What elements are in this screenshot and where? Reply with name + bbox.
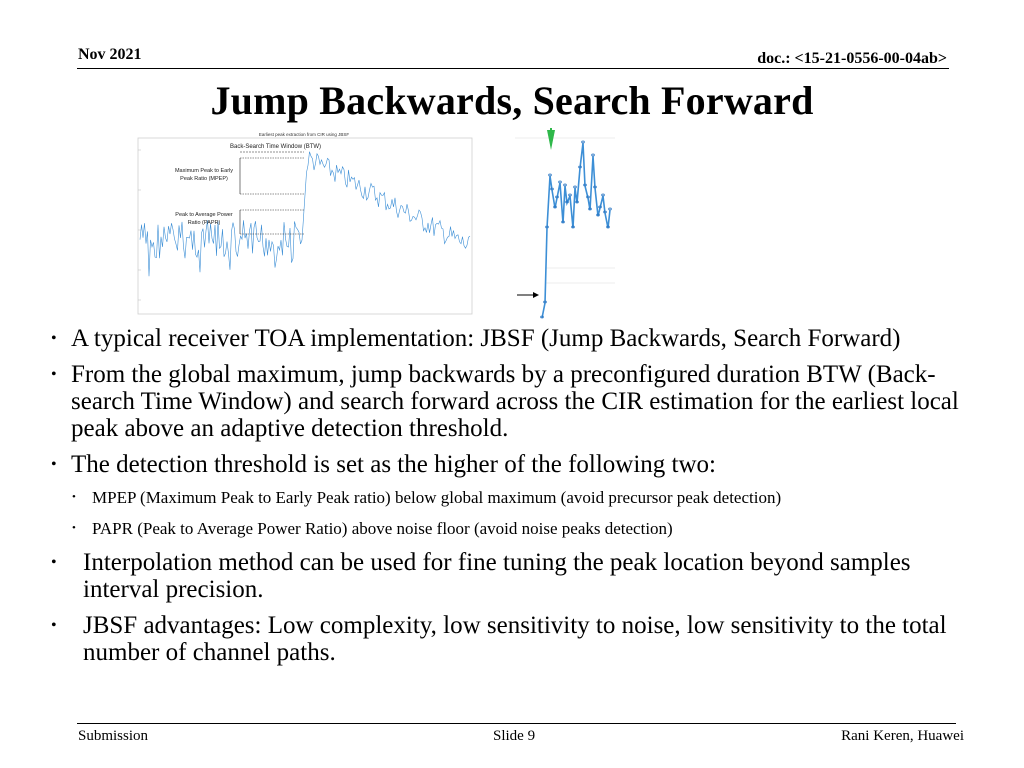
btw-label: Back-Search Time Window (BTW) [230, 144, 322, 150]
bullet-dot: • [51, 554, 57, 571]
sample-marker: * [547, 172, 553, 183]
header-date: Nov 2021 [78, 46, 142, 63]
cir-jbsf-figure [132, 130, 476, 316]
sample-marker: * [560, 219, 566, 230]
sample-marker: * [605, 224, 611, 235]
sample-marker: * [590, 152, 596, 163]
sample-marker: * [562, 182, 568, 193]
bullet-dot: • [51, 456, 57, 473]
bullet-dot: • [51, 366, 57, 383]
sample-marker: * [577, 164, 583, 175]
footer-slide-number: Slide 9 [493, 728, 536, 744]
header-divider [77, 68, 949, 69]
bullet-list [46, 325, 966, 675]
bullet-text: From the global maximum, jump backwards by a preconfigured duration BTW (Back-search Time Window) and search forward across the CIR estimation for the earliest local peak above an adaptive detection threshold. [71, 361, 959, 442]
header-doc-id: doc.: <15-21-0556-00-04ab> [757, 50, 947, 67]
bullet-item [46, 325, 966, 352]
sample-marker: * [570, 224, 576, 235]
sample-marker: * [567, 192, 573, 203]
zoom-trace [540, 139, 613, 325]
mpep-label: Maximum Peak to Early [174, 168, 234, 174]
mpep-label-2: Peak Ratio (MPEP) [180, 176, 228, 182]
sub-bullet-item [46, 487, 966, 508]
bullet-text: The detection threshold is set as the higher of the following two: [71, 451, 716, 478]
sample-marker: * [587, 206, 593, 217]
footer-divider [77, 723, 956, 724]
sub-bullet-dot: • [72, 522, 76, 534]
threshold-arrow-head [533, 292, 539, 298]
sample-marker: * [554, 194, 560, 205]
sample-marker: * [580, 139, 586, 150]
sample-marker: * [592, 184, 598, 195]
sample-marker: * [595, 212, 601, 223]
bullet-text: A typical receiver TOA implementation: JBSF (Jump Backwards, Search Forward) [71, 325, 901, 352]
plot-frame [138, 138, 472, 314]
sample-marker: * [552, 204, 558, 215]
sub-bullet-item [46, 518, 966, 539]
bullet-text: JBSF advantages: Low complexity, low sensitivity to noise, low sensitivity to the total number of channel paths. [83, 612, 947, 666]
footer-author: Rani Keren, Huawei [841, 728, 964, 744]
sub-bullet-text: PAPR (Peak to Average Power Ratio) above noise floor (avoid noise peaks detection) [92, 519, 673, 538]
sample-marker: * [585, 194, 591, 205]
bullet-item [46, 549, 966, 603]
zoom-trace-line [542, 143, 610, 318]
papr-label-2: Ratio (PAPR) [187, 220, 221, 226]
bullet-item [46, 612, 966, 666]
sub-bullet-text: MPEP (Maximum Peak to Early Peak ratio) below global maximum (avoid precursor peak detection) [92, 488, 782, 507]
papr-label: Peak to Average Power [175, 212, 233, 218]
sample-marker: * [607, 206, 613, 217]
sample-marker: * [542, 299, 548, 310]
bullet-item [46, 451, 966, 478]
bullet-item [46, 361, 966, 442]
bullet-dot: • [51, 330, 57, 347]
sample-marker: * [582, 182, 588, 193]
bullet-dot: • [51, 617, 57, 634]
sample-marker: * [597, 204, 603, 215]
figure-title: Earliest peak extraction from CIR using JBSF [258, 132, 350, 137]
sample-marker: * [602, 209, 608, 220]
peak-zoom-figure [515, 128, 615, 325]
sub-bullet-dot: • [72, 491, 76, 503]
sample-marker: * [564, 199, 570, 210]
sample-marker: * [539, 314, 545, 325]
sample-marker: * [600, 192, 606, 203]
sample-marker: * [549, 186, 555, 197]
slide-title: Jump Backwards, Search Forward [210, 78, 814, 123]
sample-marker: * [574, 199, 580, 210]
sample-marker: * [544, 224, 550, 235]
sample-marker: * [557, 179, 563, 190]
bullet-text: Interpolation method can be used for fine tuning the peak location beyond samples interval precision. [83, 549, 911, 603]
footer-submission: Submission [78, 728, 149, 744]
sample-marker: * [572, 184, 578, 195]
